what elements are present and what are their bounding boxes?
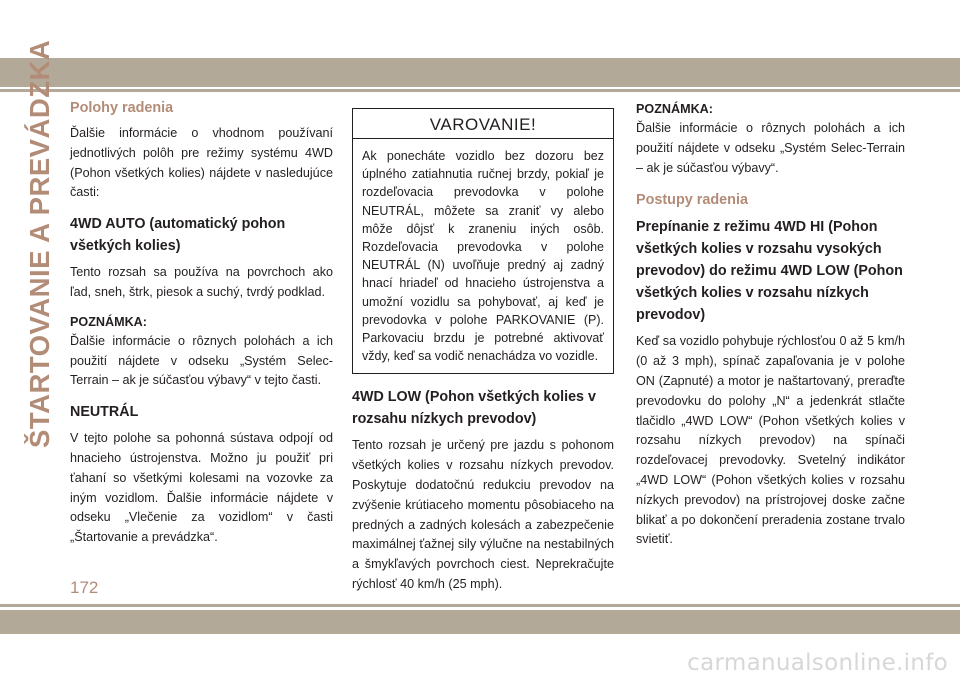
footer-rule	[0, 604, 960, 607]
paragraph-hi-to-low: Keď sa vozidlo pohybuje rýchlosťou 0 až 5 km/h (0 až 3 mph), spínač zapaľovania je v polohe ON (Zapnuté) a motor je naštartovaný, preraďte prevodovku do polohy „N“ a jedenkrát stlačte tlačidlo „4WD LOW“ (Pohon všetkých kolies v rozsahu nízkych prevodov) na spínači rozdeľovacej prevodovky. Svetelný indikátor „4WD LOW“ (Pohon všetkých kolies v rozsahu nízkych prevodov) na prístrojovej doske začne blikať a po dokončení preradenia zostane trvalo svietiť.	[636, 334, 905, 547]
note-paragraph: Ďalšie informácie o rôznych polohách a ich použití nájdete v odseku „Systém Selec-Terrain – ak je súčasťou výbavy“.	[636, 121, 905, 175]
warning-text: Ak ponecháte vozidlo bez dozoru bez úplného zatiahnutia ručnej brzdy, pokiaľ je rozdeľovacia prevodovka v polohe NEUTRÁL, môžete sa zraniť vy alebo môže dôjsť k zraneniu iných osôb. Rozdeľovacia prevodovka v polohe NEUTRÁL (N) uvoľňuje predný aj zadný hnací hriadeľ od hnacieho ústrojenstva a umožní vozidlu sa pohybovať, aj keď je prevodovka v polohe PARKOVANIE (P). Parkovaciu brzdu je potrebné aktivovať vždy, keď sa vodič nenachádza vo vozidle.	[362, 149, 604, 364]
watermark: carmanualsonline.info	[687, 650, 948, 676]
section-side-tab	[22, 39, 55, 452]
footer-band	[0, 610, 960, 634]
note-label: POZNÁMKA:	[70, 314, 147, 329]
note-label: POZNÁMKA:	[636, 102, 713, 116]
paragraph-neutral: V tejto polohe sa pohonná sústava odpojí od hnacieho ústrojenstva. Možno ju použiť pri ťahaní so všetkými kolesami na vozovke za iným vozidlom. Ďalšie informácie nájdete v odseku „Vlečenie za vozidlom“ v časti „Štartovanie a prevádzka“.	[70, 431, 333, 545]
column-right	[636, 100, 905, 560]
intro-paragraph: Ďalšie informácie o vhodnom používaní jednotlivých polôh pre režimy systému 4WD (Pohon všetkých kolies) nájdete v nasledujúce časti:	[70, 126, 333, 200]
paragraph-4wd-auto: Tento rozsah sa používa na povrchoch ako ľad, sneh, štrk, piesok a suchý, tvrdý podklad.	[70, 265, 333, 299]
note-paragraph: Ďalšie informácie o rôznych polohách a ich použití nájdete v odseku „Systém Selec-Terrain – ak je súčasťou výbavy“ v tejto časti.	[70, 333, 333, 388]
subheading-4wd-auto: 4WD AUTO (automatický pohon všetkých kolies)	[70, 216, 286, 255]
header-band	[0, 58, 960, 87]
section-heading-shift-positions: Polohy radenia	[70, 100, 174, 116]
subheading-4wd-low: 4WD LOW (Pohon všetkých kolies v rozsahu nízkych prevodov)	[352, 389, 596, 428]
section-heading-shift-procedures: Postupy radenia	[636, 192, 748, 209]
header-rule	[0, 89, 960, 92]
warning-title: VAROVANIE!	[353, 109, 613, 139]
top-margin	[0, 0, 960, 58]
column-middle	[352, 106, 614, 605]
subheading-neutral: NEUTRÁL	[70, 404, 139, 421]
column-left	[70, 100, 333, 558]
paragraph-4wd-low: Tento rozsah je určený pre jazdu s pohonom všetkých kolies v rozsahu nízkych prevodov. Poskytuje dodatočnú redukciu prevodov na zvýšenie krútiaceho momentu pôsobiaceho na predných a zadných kolesách a zabezpečenie maximálnej ťažnej sily výlučne na nestabilných a šmykľavých povrchoch ciest. Neprekračujte rýchlosť 40 km/h (25 mph).	[352, 438, 614, 592]
page-number: 172	[70, 578, 99, 597]
warning-box	[352, 108, 614, 374]
subheading-hi-to-low: Prepínanie z režimu 4WD HI (Pohon všetkých kolies v rozsahu vysokých prevodov) do režimu 4WD LOW (Pohon všetkých kolies v rozsahu nízkych prevodov)	[636, 219, 903, 324]
side-tab-label: ŠTARTOVANIE A PREVÁDZKA	[24, 39, 55, 448]
